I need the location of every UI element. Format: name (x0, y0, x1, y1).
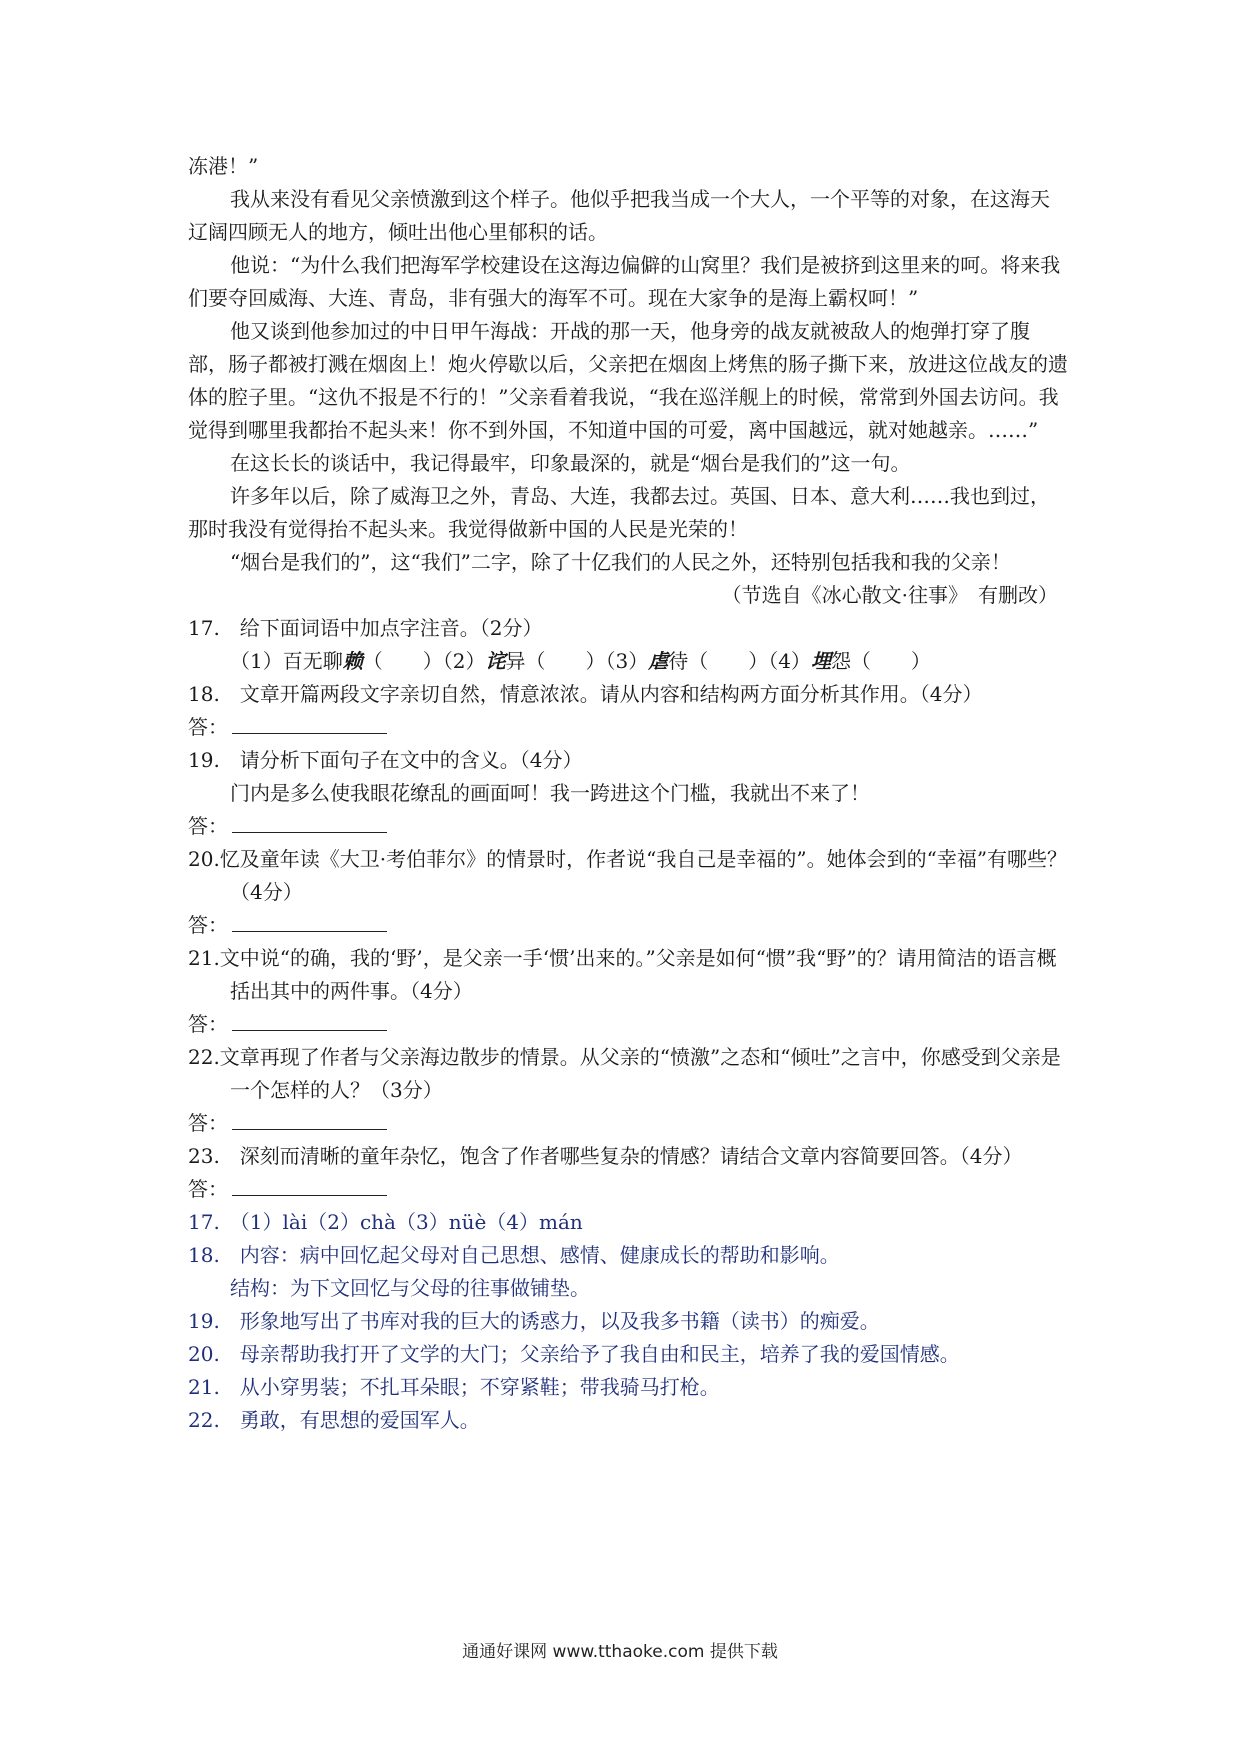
answer-line-22 (188, 1107, 1068, 1140)
document-body (188, 150, 1068, 1437)
answer-key-18-content: 18. 内容：病中回忆起父母对自己思想、感情、健康成长的帮助和影响。 (188, 1243, 840, 1267)
answer-line-18 (188, 711, 1068, 744)
question-22: 22.文章再现了作者与父亲海边散步的情景。从父亲的“愤激”之态和“倾吐”之言中，你感受到父亲是一个怎样的人？（3分） (188, 1045, 1061, 1102)
answer-key-17: 17. （1）lài（2）chà（3）nüè（4）mán (188, 1210, 583, 1234)
answer-key-19: 19. 形象地写出了书库对我的巨大的诱惑力，以及我多书籍（读书）的痴爱。 (188, 1309, 880, 1333)
passage-para-1: 我从来没有看见父亲愤激到这个样子。他似乎把我当成一个大人，一个平等的对象，在这海天辽阔四顾无人的地方，倾吐出他心里郁积的话。 (188, 187, 1050, 244)
answer-line-21 (188, 1008, 1068, 1041)
answer-blank-20[interactable] (232, 913, 387, 932)
answer-label: 答： (188, 715, 228, 739)
passage-para-5: 许多年以后，除了威海卫之外，青岛、大连，我都去过。英国、日本、意大利……我也到过，那时我没有觉得抬不起头来。我觉得做新中国的人民是光荣的！ (188, 484, 1050, 541)
question-20: 20.忆及童年读《大卫·考伯菲尔》的情景时，作者说“我自己是幸福的”。她体会到的“幸福”有哪些？（4分） (188, 847, 1068, 904)
q17-item-4-char: 埋 (810, 649, 831, 673)
question-17: 17. 给下面词语中加点字注音。（2分） (188, 616, 543, 640)
answer-key-20: 20. 母亲帮助我打开了文学的大门；父亲给予了我自由和民主，培养了我的爱国情感。 (188, 1342, 960, 1366)
q17-item-2-post: 异（ ） (505, 649, 606, 673)
page-footer: 通通好课网 www.tthaoke.com 提供下载 (462, 1642, 778, 1662)
passage-para-2: 他说：“为什么我们把海军学校建设在这海边偏僻的山窝里？我们是被挤到这里来的呵。将来我们要夺回威海、大连、青岛，非有强大的海军不可。现在大家争的是海上霸权呵！” (188, 253, 1061, 310)
passage-source: （节选自《冰心散文·往事》 有删改） (721, 583, 1058, 607)
question-23: 23. 深刻而清晰的童年杂忆，饱含了作者哪些复杂的情感？请结合文章内容简要回答。（4分） (188, 1144, 1023, 1168)
q17-item-1-pre: （1）百无聊 (230, 649, 343, 673)
answer-line-20 (188, 909, 1068, 942)
q17-item-1-post: （ ） (362, 649, 443, 673)
passage-para-6: “烟台是我们的”，这“我们”二字，除了十亿我们的人民之外，还特别包括我和我的父亲！ (230, 550, 1011, 574)
answer-line-23 (188, 1173, 1068, 1206)
q17-item-3-pre: （3） (605, 649, 649, 673)
answer-key-18-structure: 结构：为下文回忆与父母的往事做铺垫。 (230, 1276, 590, 1300)
q17-item-1-char: 赖 (342, 649, 363, 673)
answer-key-22: 22. 勇敢，有思想的爱国军人。 (188, 1408, 480, 1432)
answer-label: 答： (188, 913, 228, 937)
question-19-quote: 门内是多么使我眼花缭乱的画面呵！我一跨进这个门槛，我就出不来了！ (230, 781, 870, 805)
answer-line-19 (188, 810, 1068, 843)
answer-blank-22[interactable] (232, 1111, 387, 1130)
answer-blank-21[interactable] (232, 1012, 387, 1031)
q17-item-3-post: 待（ ） (668, 649, 769, 673)
q17-item-4-post: 怨（ ） (830, 649, 931, 673)
question-18: 18. 文章开篇两段文字亲切自然，情意浓浓。请从内容和结构两方面分析其作用。（4分） (188, 682, 983, 706)
answer-key-21: 21. 从小穿男装；不扎耳朵眼；不穿紧鞋；带我骑马打枪。 (188, 1375, 720, 1399)
q17-item-3-char: 虐 (648, 649, 669, 673)
answer-blank-23[interactable] (232, 1177, 387, 1196)
answer-label: 答： (188, 814, 228, 838)
question-17-items (188, 645, 1068, 678)
answer-label: 答： (188, 1012, 228, 1036)
answer-label: 答： (188, 1177, 228, 1201)
question-21: 21.文中说“的确，我的‘野’，是父亲一手‘惯’出来的。”父亲是如何“惯”我“野”的？请用简洁的语言概括出其中的两件事。（4分） (188, 946, 1057, 1003)
question-19: 19. 请分析下面句子在文中的含义。（4分） (188, 748, 583, 772)
q17-item-2-char: 诧 (485, 649, 506, 673)
q17-item-2-pre: （2） (442, 649, 486, 673)
answer-blank-18[interactable] (232, 715, 387, 734)
answer-blank-19[interactable] (232, 814, 387, 833)
passage-para-3: 他又谈到他参加过的中日甲午海战：开战的那一天，他身旁的战友就被敌人的炮弹打穿了腹部，肠子都被打溅在烟囱上！炮火停歇以后，父亲把在烟囱上烤焦的肠子撕下来，放进这位战友的遗体的腔子里。“这仇不报是不行的！”父亲看着我说，“我在巡洋舰上的时候，常常到外国去访问。我觉得到哪里我都抬不起头来！你不到外国，不知道中国的可爱，离中国越远，就对她越亲。……” (188, 319, 1068, 442)
q17-item-4-pre: （4） (768, 649, 811, 673)
passage-para-4: 在这长长的谈话中，我记得最牢，印象最深的，就是“烟台是我们的”这一句。 (230, 451, 911, 475)
passage-para-0: 冻港！” (188, 154, 259, 178)
answer-label: 答： (188, 1111, 228, 1135)
